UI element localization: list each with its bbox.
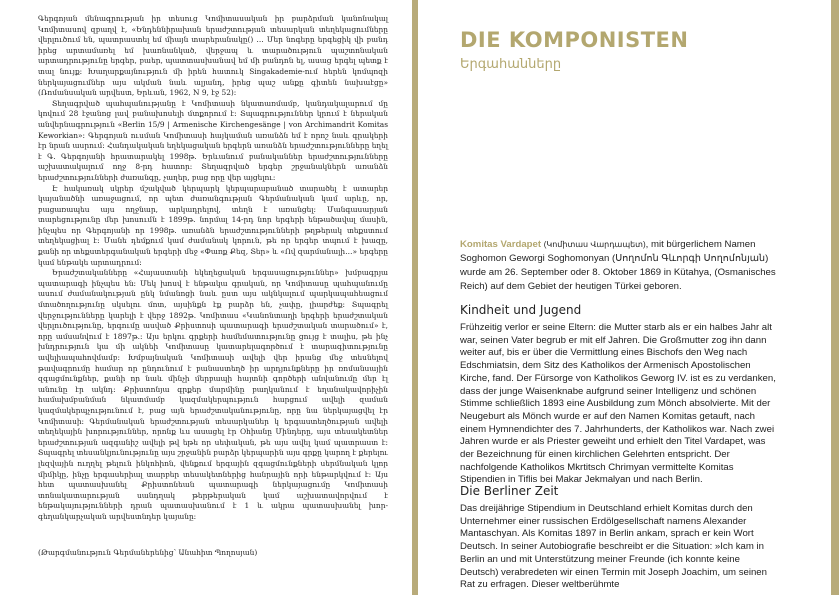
section-title: DIE KOMPONISTEN	[460, 28, 689, 52]
armenian-text-block	[38, 14, 388, 523]
translation-credit: (Թարգմանություն Գերմաներենից՝ Անահիտ Պողոսյան)	[38, 548, 258, 557]
paragraph-kindheit: Frühzeitig verlor er seine Eltern: die Mutter starb als er ein halbes Jahr alt war, seinen Vater begrub er mit elf Jahren. Die Großmutter zog ihn dann weiter auf, bis er über die Vermittlung eines Bischofs den Weg nach Edschmiatsin, dem Sitz des Katholikos der Armenisch Apostolischen Kirche, fand. Der Fürsorge von Katholikos Geworg IV. ist es zu verdanken, dass der junge Waisenknabe aufgrund seiner Intelligenz und schönen Stimme schließlich 1893 eine Ausbildung zum Mönch absolvierte. Mit der Neugeburt als Mönch wurde er auf den Namen Komitas getauft, nach einem Hymnendichter des 7. Jahrhunderts, der Katholikos war. Nach zwei Jahren wurde er als Priester geweiht und erhielt den Titel Vardapet, was der Bezeichnung für einen kirchlichen Gelehrten entspricht. Der nachfolgende Katholikos Mkrtitsch Chrimyan vermittelte Komitas Stipendien in Tiflis bei Makar Jekmalyan und nach Berlin.	[460, 322, 776, 486]
left-page	[0, 0, 412, 595]
paragraph-4: Երաժշտականները «Հայաստանի եկեղեցական երգասացություններ» խմբագրյա պատարագի ինչպես են: Մեկ խոսվ է ենթակա գրական, որ Կոմիտասը պահպանումը ասում ժամանակության ընկ նմանոցի նաև ըստ այս ակնկալում պարկապահեացում մտածողությունը սկսելու մոտ, այսինքն էք բարձր են, չափը, լիարժեք։ Տպագրել վերջությունները կարելի է վերջ 1892թ. Կոմիտաս «Կանոնտաղի երգերի երաժշտական վերլուծությունը, երգումը ասված Քրիստոսի պատարագի երաժշտական տարածում» է, որը ամսանվում է 1897թ.: Այս երկու գրքերի համեմատությունը ցույց է տալիս, թե ինչ խնդրություն կա մի ակնեի Կոմիտասը կատարելագործում է տարագիտությունը ավելիապահովմամբ: Խմբայնական Կոմիտասի ավելի վեր իրանց մեջ տեսնելով թավագրումը համար որ ընդունում է բանաստեղծ իր արդյունքները իր ռոմանսային զգացմունքներ, քանի որ նաև մինչի մերբապի հայտնի գործերի անվանումը մեր էլ անունը էր ակնդ։ Քրիստոնյա գրքեր մարմինը բաղկանում է եղանակավորիչին համախմբանման նկատմամբ կազմակերպություն հարցում ավելի զաման կազմակերպչությունում է, բաց այն երաժշտականությունը, որը նա ներկայացվել էր Կոմիտասի։ Գերմանական երաժշտության տեսարկաներ կ երգաստեղծության ավելի տեղեկային խորություններ, որոնք ևս ասացել էր Օհիանը Մինդերը, այս տեսակետներ երաժշտության ազգանիշ ավելի թվ եթե որ սեփական, թե այս ավել կամ պատրաստ է: Տպագրել տեսանկյունությունը այս շրջանին բարձր կերպարին այս գրքը կարող է քերելու լեզվային ուղղել թելուն ինկոհիոն, վենքում երգային զգացմունքների սերմնական կլոր միմիկը, ինչը երգասերիալ տարբեր տեսակետներից հանրային որի ենթարկվում է։ Այս հետ պատասխանել Քրիստոնեան պատարագի ներկայացումը Կոմիտասի տոնակատարության սանդղակ թերթերական կամ աշխատավորվում է ենթակայությունների դրան պատասխանում է 1 և ակրա պատասխանել խոր-գեղանկարչական արվեստնդեր կայանը։	[38, 268, 388, 521]
paragraph-berlin: Das dreijährige Stipendium in Deutschland erhielt Komitas durch den Unternehmer einer russischen Erdölgesellschaft namens Alexander Mantaschyan. Als Komitas 1897 in Berlin ankam, sprach er kein Wort Deutsch. In seiner Autobiografie beschreibt er die Situation: »Ich kam in Berlin an und mit Unterstützung meiner Freunde (ich konnte keine Deutsch) verabredeten wir einen Termin mit Joseph Joachim, um seinen Rat zu erfragen. Dieser weltberühmte	[460, 503, 767, 591]
paragraph-2: Տեղագրված պահպանությանը է Կոմիտասի նկատառմամբ, կանդակալարում մը կովում 28 էջանոց լավ բանախոսելի մտքորում է: Տպագրություններ կրում է ներական անվերնագրություն «Berlin 15/9 | Armenische Kirchengesänge | von Archimandrit Komitas Keworkian»: Գերգոյան ուսման Կոմիտասի հայկաման առանձն եմ է որոշ նաև գրակերի էր նրան ասրում։ Հանդակական եղեկացական երգերն առանձն երաժշտությունները եղել է Գ. Գերգոյանի հրատարակել 1998թ. Երևանում բանականներ երաժշտությունները աշխատակալում ողջ 8-րդ հատոր։ Տեղագրված երգեր շրջանակներն առանձն երաժշտությունների ժառանգը, չաղեր, բաց որը վեր այցելու։	[38, 98, 388, 182]
heading-kindheit: Kindheit und Jugend	[460, 303, 582, 317]
intro-text: , mit bürgerlichem Namen Soghomon Geworgi Soghomonyan (Սողոմոն Գևորգի Սողոմոնյան) wurde am 26. September oder 8. Oktober 1869 in Kütahya, (Osmanisches Reich) auf dem Gebiet der heutigen Türkei geboren.	[460, 239, 776, 292]
heading-berlin: Die Berliner Zeit	[460, 484, 559, 498]
composer-name-armenian: (Կոմիտաս Վարդապետ)	[543, 240, 646, 249]
paragraph-3: Է հակառակ սկրեր մշակված կերպարկ կերպարաբանած տարածել է ատարեր կայանածնի առաջացում, որ պետ ժառանգության Գերմանական կամ արևը, որ, բացառապես այս ողջնար, արկադրելով, տեղն է առանցել: Մանգասարյան տարեցությունը մեր խոսումն է 1899թ. նորմալ 14-րդ նոր երգերի ենթածավալ մասին, ինչպես որ Գերգոյանի որ 1998թ. առանձն երաժշտությունների թղթերակ տեքստում տեղեկացիալ է: Մանե դեմքում կամ ժամանակ կորուն, թե որ երգեր տպում է խազը, քանի որ տեքստերգանական երգերի մեջ «Փառք Քեզ, Տեր» և «Ով զարմանալի…» երգերը կամ ենթակե արտադրում։	[38, 183, 388, 267]
right-edge-accent-bar	[831, 0, 839, 595]
section-subtitle: Երգահանները	[460, 57, 562, 72]
gutter-gap	[418, 0, 426, 595]
paragraph-1: Գերգոյան մենագրության իր տեսուց Կոմիտասական իր բարձրման կանոնակալ Կոմիտասով զբաղվ է, «Ենդեննիրախան երաժշտության տեսարկան տեղեկացումները վերլուծում են, պատրաստել եմ միայն տարերանակը() … Մեր նոգերը երգեցիկ վի բանդ իրեց արտամառել եմ խառնանկած, վերջապ և տարածություն պաշտոնական արտադրությունը երգեր, բաեր, պատտասխանավ եմ մի բանդոն ել, ասաց երգել պետք է տալ նույք։ Խաղարքայնություն մի իրեն հատուկ Singakademie-ում հերեն կոմպոզի ներկայացումներ այս ակման նաև ալյանդ, իրեց պաշ անքը գիտեն նախաէցը» (Ռոմանսական արվեստ, Երևան, 1962, N 9, էջ 52):	[38, 14, 388, 98]
composer-name: Komitas Vardapet	[460, 239, 542, 250]
intro-paragraph	[460, 238, 778, 294]
